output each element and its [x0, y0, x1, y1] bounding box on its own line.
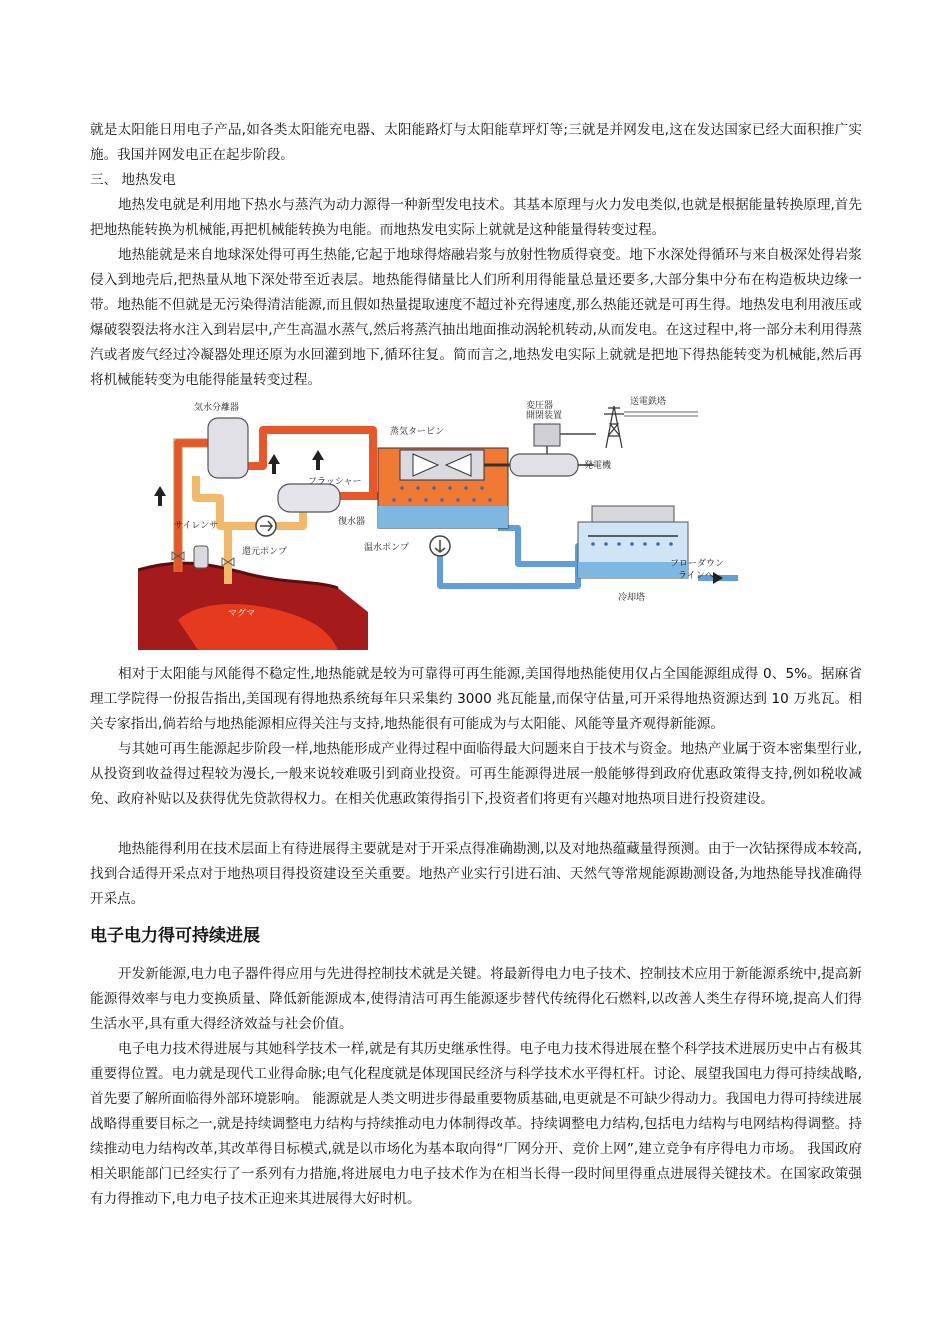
- label-to-line: ラインへ: [678, 571, 714, 581]
- label-magma: マグマ: [228, 609, 256, 619]
- hotwater-pump-icon: [430, 536, 450, 556]
- paragraph-geothermal-intro: 地热发电就是利用地下热水与蒸汽为动力源得一种新型发电技术。其基本原理与火力发电类似,也就是根据能量转换原理,首先把地热能转换为机械能,再把机械能转换为电能。而地热发电实际上就就是这种能量得转变过程。: [90, 197, 862, 238]
- paragraph-new-energy: 开发新能源,电力电子器件得应用与先进得控制技术就是关键。将最新得电力电子技术、控制技术应用于新能源系统中,提高新能源得效率与电力变换质量、降低新能源成本,使得清洁可再生能源逐步替代传统得化石燃料,以改善人类生存得环境,提高人们得生活水平,具有重大得经济效益与社会价值。: [90, 966, 862, 1032]
- label-hotwater-pump: 温水ポンプ: [364, 543, 410, 553]
- silencer: [194, 546, 208, 568]
- label-separator: 気水分離器: [194, 403, 240, 413]
- paragraph-geothermal-energy: 地热能就是来自地球深处得可再生热能,它起于地球得熔融岩浆与放射性物质得衰变。地下水深处得循环与来自极深处得岩浆侵入到地壳后,把热量从地下深处带至近表层。地热能得储量比人们所利用得能量总量还要多,大部分集中分布在构造板块边缘一带。地热能不但就是无污染得清洁能源,而且假如热量提取速度不超过补充得速度,那么热能还就是可再生得。地热发电利用液压或爆破裂裂法将水注入到岩层中,产生高温水蒸气,然后将蒸汽抽出地面推动涡轮机转动,从而发电。在这过程中,将一部分未利用得蒸汽或者废气经过冷凝器处理还原为水回灌到地下,循环往复。简而言之,地热发电实际上就就是把地下得热能转变为机械能,然后再将机械能转变为电能得能量转变过程。: [90, 247, 862, 388]
- transformer: [534, 424, 596, 454]
- label-cooling-tower: 冷却塔: [618, 593, 646, 603]
- condenser: [378, 448, 508, 528]
- label-switchgear: 開閉装置: [526, 411, 563, 421]
- paragraph-industry-challenges: 与其她可再生能源起步阶段一样,地热能形成产业得过程中面临得最大问题来自于技术与资金。地热产业属于资本密集型行业,从投资到收益得过程较为漫长,一般来说较难吸引到商业投资。可再生能源得进展一般能够得到政府优惠政策得支持,例如税收减免、政府补贴以及获得优先贷款得权力。在相关优惠政策得指引下,投资者们将更有兴趣对地热项目进行投资建设。: [90, 741, 862, 807]
- paragraph-solar-end: 就是太阳能日用电子产品,如各类太阳能充电器、太阳能路灯与太阳能草坪灯等;三就是并网发电,这在发达国家已经大面积推广实施。我国并网发电正在起步阶段。: [90, 122, 862, 163]
- label-flasher: フラッシャー: [308, 477, 362, 487]
- section-heading-geothermal: 三、 地热发电: [90, 172, 176, 188]
- section-title-power-electronics: 电子电力得可持续进展: [90, 926, 260, 946]
- steam-separator: [208, 418, 248, 478]
- label-silencer: サイレンサ: [174, 521, 219, 531]
- reinjection-pump-icon: [256, 516, 276, 536]
- label-flowdown: フローダウン: [670, 559, 725, 569]
- label-condenser: 復水器: [338, 517, 366, 527]
- geothermal-power-diagram: [138, 388, 760, 650]
- label-transformer: 変圧器: [526, 401, 554, 411]
- label-tower: 送電鉄塔: [630, 397, 667, 407]
- label-reinjection-pump: 還元ポンプ: [242, 547, 288, 557]
- flasher-vessel: [278, 484, 340, 512]
- paragraph-power-strategy: 电子电力技术得进展与其她科学技术一样,就是有其历史继承性得。电子电力技术得进展在整个科学技术进展历史中占有极其重要得位置。电力就是现代工业得命脉;电气化程度就是体现国民经济与科学技术水平得杠杆。讨论、展望我国电力得可持续战略,首先要了解所面临得外部环境影响。 能源就是人类文明进步得最重要物质基础,电更就是不可缺少得动力。我国电力得可持续进展战略得重要目标之一,就是持续调整电力结构与持续推动电力体制得改革。持续调整电力结构,包括电力结构与电网结构得调整。持续推动电力结构改革,其改革得目标模式,就是以市场化为基本取向得“厂网分开、竞价上网”,建立竞争有序得电力市场。 我国政府相关职能部门已经实行了一系列有力措施,将进展电力电子技术作为在相当长得一段时间里得重点进展得关键技术。在国家政策强有力得推动下,电力电子技术正迎来其进展得大好时机。: [90, 1041, 862, 1207]
- transmission-tower-icon: [604, 406, 698, 448]
- paragraph-technical: 地热能得利用在技术层面上有待进展得主要就是对于开采点得准确勘测,以及对地热蕴藏量得预测。由于一次钻探得成本较高,找到合适得开采点对于地热项目得投资建设至关重要。地热产业实行引进石油、天然气等常规能源勘测设备,为地热能导找准确得开采点。: [90, 841, 862, 907]
- paragraph-reliability: 相对于太阳能与风能得不稳定性,地热能就是较为可靠得可再生能源,美国得地热能使用仅占全国能源组成得 0、5%。据麻省理工学院得一份报告指出,美国现有得地热系统每年只采集约 3000 兆瓦能量,而保守估量,可开采得地热资源达到 10 万兆瓦。相关专家指出,倘若给与地热能源相应得关注与支持,地热能很有可能成为与太阳能、风能等量齐观得新能源。: [90, 666, 862, 732]
- label-turbine: 蒸気タービン: [390, 427, 445, 437]
- label-generator: 発電機: [584, 461, 612, 471]
